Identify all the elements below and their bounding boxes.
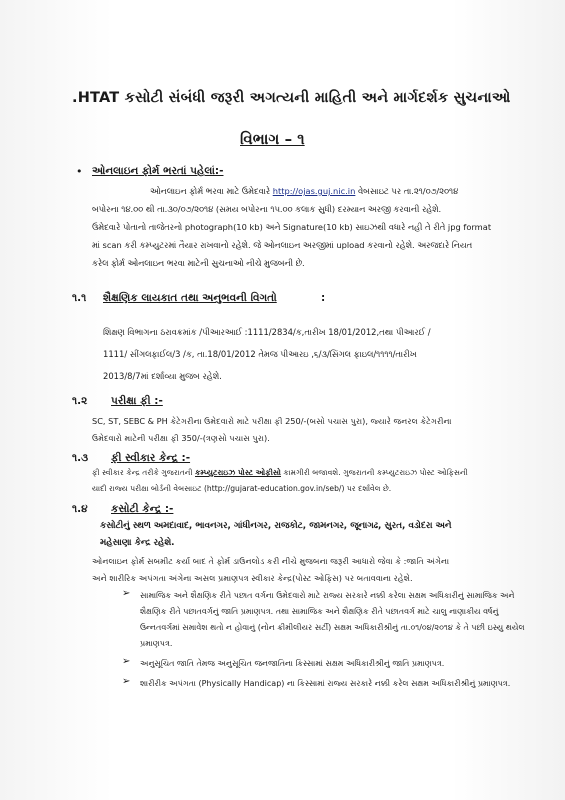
online-line-5: કરેલ ફોર્મ ઓનલાઇન ભરવા માટેની સુચનાઓ નીચે મુજબની છે.	[92, 258, 305, 268]
s14-line-2: મહેસાણા કેન્દ્ર રહેશે.	[100, 538, 175, 548]
s11-line-2: 1111/ સીંગલફાઈલ/3 /ક, તા.18/01/2012 તેમજ પીઆરઇ ,૬/૩/સિંગલ ફાઇલ/૧૧૧૧/તારીખ	[103, 349, 417, 359]
online-line-1-text: ઓનલાઇન ફોર્મ ભરવા માટે ઉમેદવારે	[150, 186, 271, 196]
s12-line-1: SC, ST, SEBC & PH કેટેગરીના ઉમેદવારો માટે પરીક્ષા ફી 250/-(બસો પચાસ પુરા), જ્યારે જનરલ કેટેગરીના	[92, 416, 452, 426]
list-item-obc-certificate: સામાજિક અને શૈક્ષણિક રીતે પછાત વર્ગના ઉમેદવારો માટે રાજ્ય સરકારે નક્કી કરેલા સક્ષમ અધિકારીનું સામાજિક અને શૈક્ષણિક રીતે પછાતવર્ગનું જાતિ પ્રમાણપત્ર. તથા સામાજિક અને શૈક્ષણિક રીતે પછાતવર્ગ માટે ચાલુ નાણાકીય વર્ષનું ઉન્નતવર્ગમાં સમાવેશ થતો ન હોવાનું (નોન ક્રીમીલીયર સર્ટી) સક્ષમ અધિકારીશ્રીનું તા.૦૧/૦૪/૨૦૧૪ કે તે પછી ઇસ્યુ થયેલ પ્રમાણપત્ર.	[140, 591, 525, 648]
section-1-1-number: ૧.૧	[72, 292, 87, 304]
section-1-3-number: ૧.૩	[72, 452, 89, 464]
section-1-2-number: ૧.૨	[72, 395, 88, 407]
online-heading: ઓનલાઇન ફોર્મ ભરતાં પહેલાં:-	[92, 165, 224, 177]
online-line-1	[150, 186, 458, 197]
ojas-link[interactable]: http://ojas.guj.nic.in	[272, 186, 356, 196]
arrow-icon: ➢	[122, 656, 131, 667]
arrow-icon: ➢	[122, 676, 131, 687]
online-line-2: બપોરના ૧૪.૦૦ થી તા.૩૦/૦૭/૨૦૧૪ (સમય બપોરના ૧૫.૦૦ કલાક સુધી) દરમ્યાન અરજી કરવાની રહેશે.	[92, 204, 442, 214]
document-title: .HTAT કસોટી સંબંધી જરૂરી અગત્યની માહિતી અને માર્ગદર્શક સુચનાઓ	[72, 90, 511, 106]
list-item-sc-st-certificate: અનુસૂચિત જાતિ તેમજ અનુસૂચિત જનજાતિના કિસ્સામાં સક્ષમ અધિકારીશ્રીનું જાતિ પ્રમાણપત્ર.	[140, 659, 445, 668]
section-1-2-heading: પરીક્ષા ફી :-	[111, 395, 163, 407]
docs-line-2: અને શારીરિક અપંગતા અંગેના અસલ પ્રમાણપત્ર સ્વીકાર કેન્દ્ર(પોસ્ટ ઓફિસ) પર બતાવવાના રહેશે.	[92, 573, 413, 583]
s11-line-1: શિક્ષણ વિભાગના ઠરાવક્રમાંક /પીઆરઆઈ :1111/2834/ક,તારીખ 18/01/2012,તથા પીઆરઈ /	[103, 327, 431, 337]
online-line-4: માં scan કરી કમ્પ્યુટરમાં તૈયાર રાખવાનો રહેશે. જે ઓનલાઇન અરજીમાં upload કરવાનો રહેશે. અરજદારે નિયત	[92, 240, 473, 250]
s11-line-3: 2013/8/7માં દર્શાવ્યા મુજબ રહેશે.	[103, 371, 222, 381]
online-line-1-date: વેબસાઇટ પર તા.૨૧/૦૭/૨૦૧૪	[358, 186, 459, 196]
bullet-icon: •	[76, 165, 83, 178]
list-item-handicap-certificate: શારીરીક અપંગતા (Physically Handicap) ના કિસ્સામાં રાજ્ય સરકારે નક્કી કરેલ સક્ષમ અધિકારીશ્રીનું પ્રમાણપત્ર.	[140, 679, 511, 688]
online-line-3: ઉમેદવારે પોતાનો તાજેતરનો photograph(10 kb) અને Signature(10 kb) સાઇઝથી વધારે નહી તે રીતે jpg format	[92, 222, 492, 232]
docs-line-1: ઓનલાઇન ફોર્મ સબમીટ કર્યા બાદ તે ફોર્મ ડાઉનલોડ કરી નીચે મુજબના જરૂરી આધારો જેવા કે :જાતિ અંગેના	[92, 556, 450, 566]
section-1-4-number: ૧.૪	[72, 503, 88, 515]
section-1-4-heading: કસોટી કેન્દ્ર :-	[111, 503, 174, 515]
s13-line-2: યાદી રાજ્ય પરીક્ષા બોર્ડની વેબસાઇટ (http://gujarat-education.gov.in/seb/) પર દર્શાવેલ છે.	[92, 484, 392, 493]
s13-line-1-c: કામગીરી બજાવશે. ગુજરાતની કમ્પ્યુટરાઇઝ પોસ્ટ ઓફિસની	[283, 468, 468, 477]
computerized-post-offices: કમ્પ્યુટરાઇઝ પોસ્ટ ઓફીસો	[195, 468, 281, 477]
arrow-icon: ➢	[122, 588, 131, 599]
section-1-1-heading: શૈક્ષણિક લાયકાત તથા અનુભવની વિગતો	[103, 292, 277, 304]
s13-line-1	[92, 468, 468, 478]
s13-line-1-a: ફી સ્વીકાર કેન્દ્ર તરીકે ગુજરાતની	[92, 468, 193, 477]
section-1-3-heading: ફી સ્વીકાર કેન્દ્ર :-	[111, 452, 191, 464]
section-1-1-colon: :	[321, 292, 326, 304]
section-heading: વિભાગ – ૧	[240, 130, 305, 148]
s14-line-1: કસોટીનું સ્થળ અમદાવાદ, ભાવનગર, ગાંધીનગર, રાજકોટ, જામનગર, જૂનાગઢ, સુરત, વડોદરા અને	[100, 521, 452, 531]
s12-line-2: ઉમેદવારો માટેની પરીક્ષા ફી 350/-(ત્રણસો પચાસ પુરા).	[92, 433, 270, 443]
